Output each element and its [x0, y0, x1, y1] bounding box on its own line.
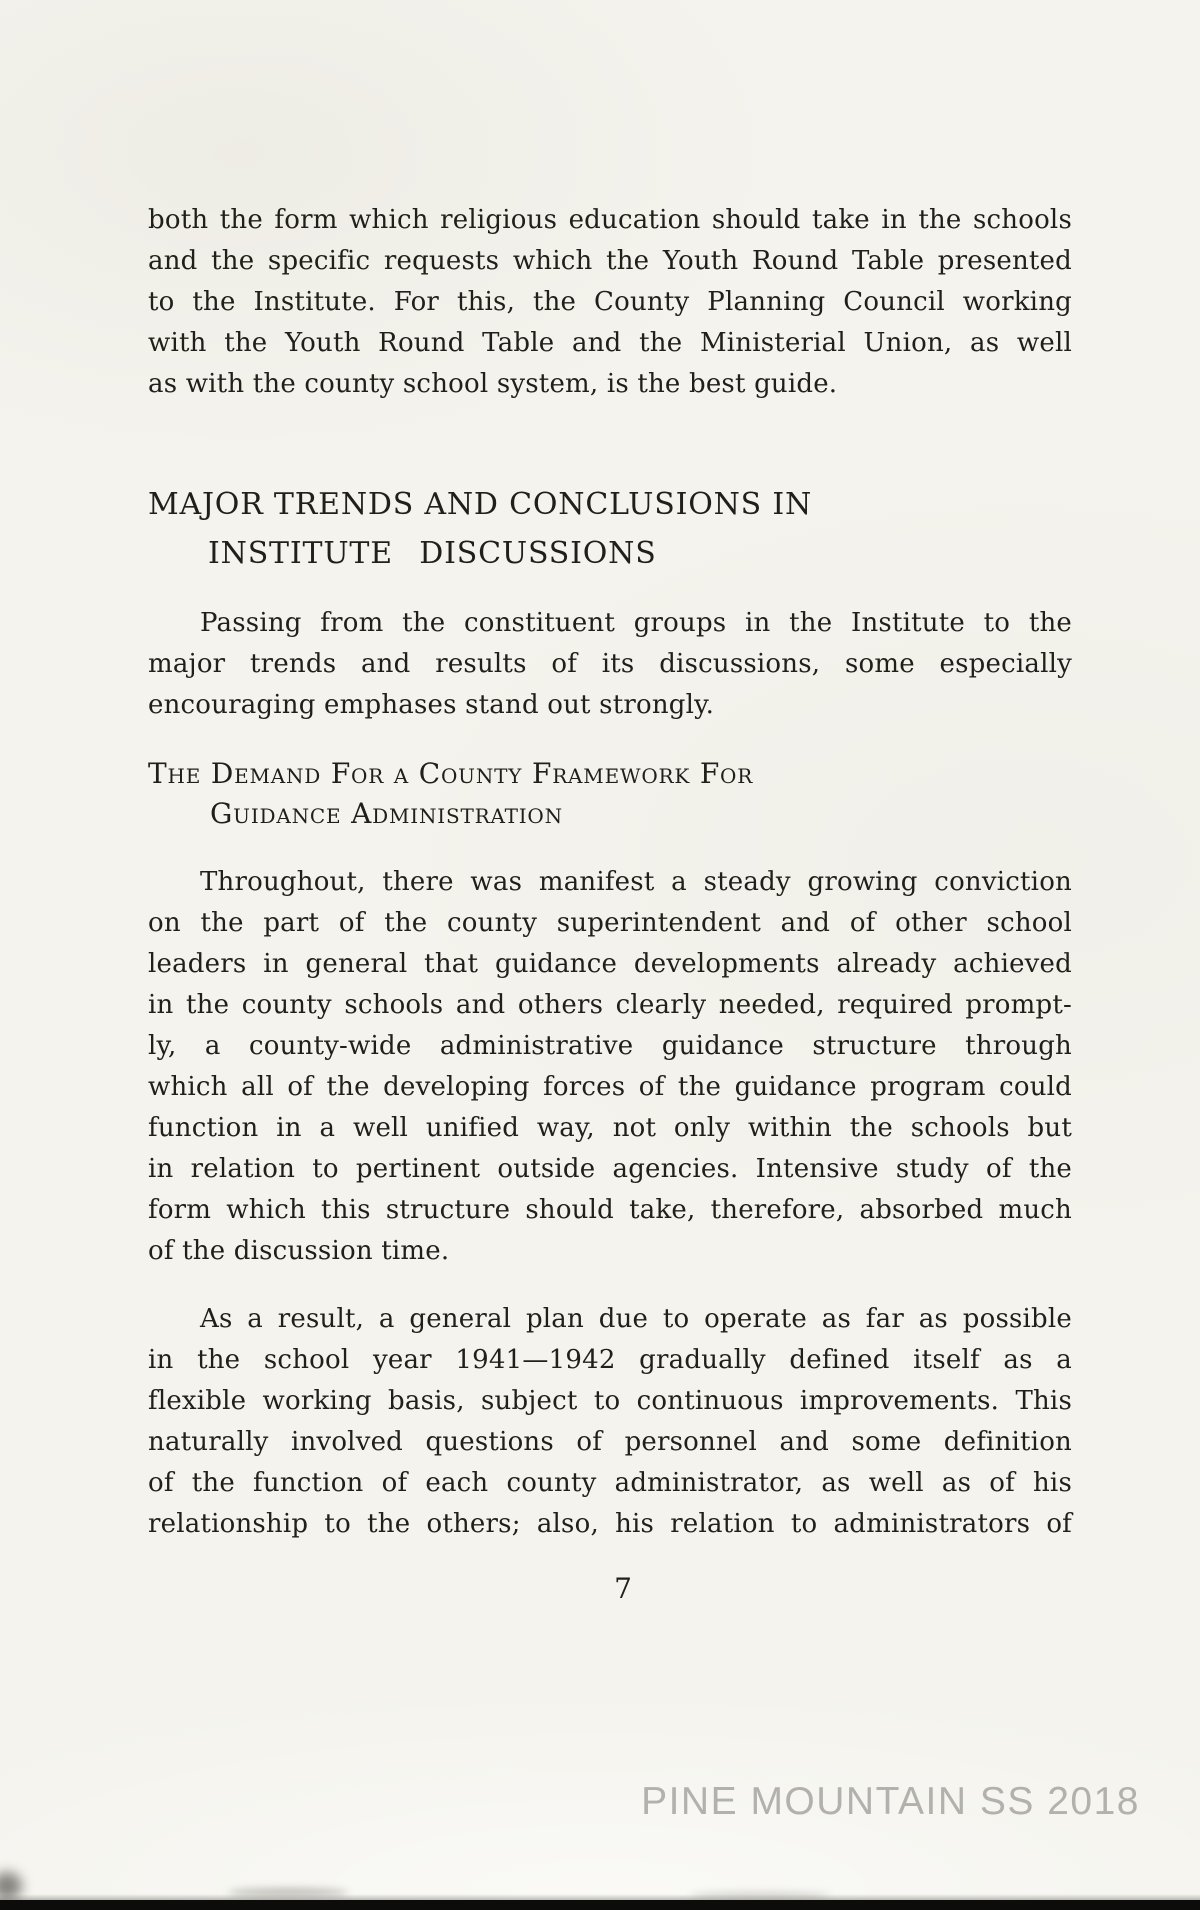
text-line: in relation to pertinent outside agencies. Intensive study of the [148, 1154, 1072, 1184]
text-line: with the Youth Round Table and the Ministerial Union, as well [148, 328, 1072, 358]
text-line: naturally involved questions of personnel and some definition [148, 1427, 1072, 1457]
text-line: which all of the developing forces of the guidance program could [148, 1072, 1072, 1102]
text-line: of the function of each county administrator, as well as of his [148, 1468, 1072, 1498]
page-number: 7 [614, 1572, 632, 1605]
text-line: flexible working basis, subject to continuous improvements. This [148, 1386, 1072, 1416]
text-line: in the school year 1941—1942 gradually defined itself as a [148, 1345, 1072, 1375]
text-line: relationship to the others; also, his relation to administrators of [148, 1509, 1072, 1539]
text-line: Throughout, there was manifest a steady growing conviction [200, 867, 1072, 897]
text-line: function in a well unified way, not only within the schools but [148, 1113, 1072, 1143]
section-heading-line-2: INSTITUTE DISCUSSIONS [208, 536, 657, 571]
text-line: form which this structure should take, therefore, absorbed much [148, 1195, 1072, 1225]
text-line: leaders in general that guidance developments already achieved [148, 949, 1072, 979]
sub-heading [148, 754, 1072, 834]
text-line: As a result, a general plan due to operate as far as possible [200, 1304, 1072, 1334]
paragraph [148, 1299, 1072, 1545]
text-line: both the form which religious education should take in the schools [148, 205, 1072, 235]
section-heading-line-1: MAJOR TRENDS AND CONCLUSIONS IN [148, 487, 813, 522]
text-line: on the part of the county superintendent and of other school [148, 908, 1072, 938]
text-line: ly, a county-wide administrative guidance structure through [148, 1031, 1072, 1061]
section-heading [148, 480, 1072, 578]
text-line: Passing from the constituent groups in the Institute to the [200, 608, 1072, 638]
text-line: and the specific requests which the Youth Round Table presented [148, 246, 1072, 276]
text-line: of the discussion time. [148, 1236, 450, 1266]
paragraph [148, 603, 1072, 726]
sub-heading-line-2: Guidance Administration [210, 797, 563, 830]
scan-edge-bottom [0, 1900, 1200, 1910]
paragraph [148, 862, 1072, 1272]
text-line: encouraging emphases stand out strongly. [148, 690, 715, 720]
text-line: as with the county school system, is the best guide. [148, 369, 838, 399]
paragraph-continuation [148, 200, 1072, 405]
sub-heading-line-1: The Demand For a County Framework For [148, 757, 754, 790]
watermark: PINE MOUNTAIN SS 2018 [641, 1780, 1140, 1823]
text-line: in the county schools and others clearly needed, required prompt- [148, 990, 1072, 1020]
text-line: to the Institute. For this, the County Planning Council working [148, 287, 1072, 317]
text-line: major trends and results of its discussions, some especially [148, 649, 1072, 679]
